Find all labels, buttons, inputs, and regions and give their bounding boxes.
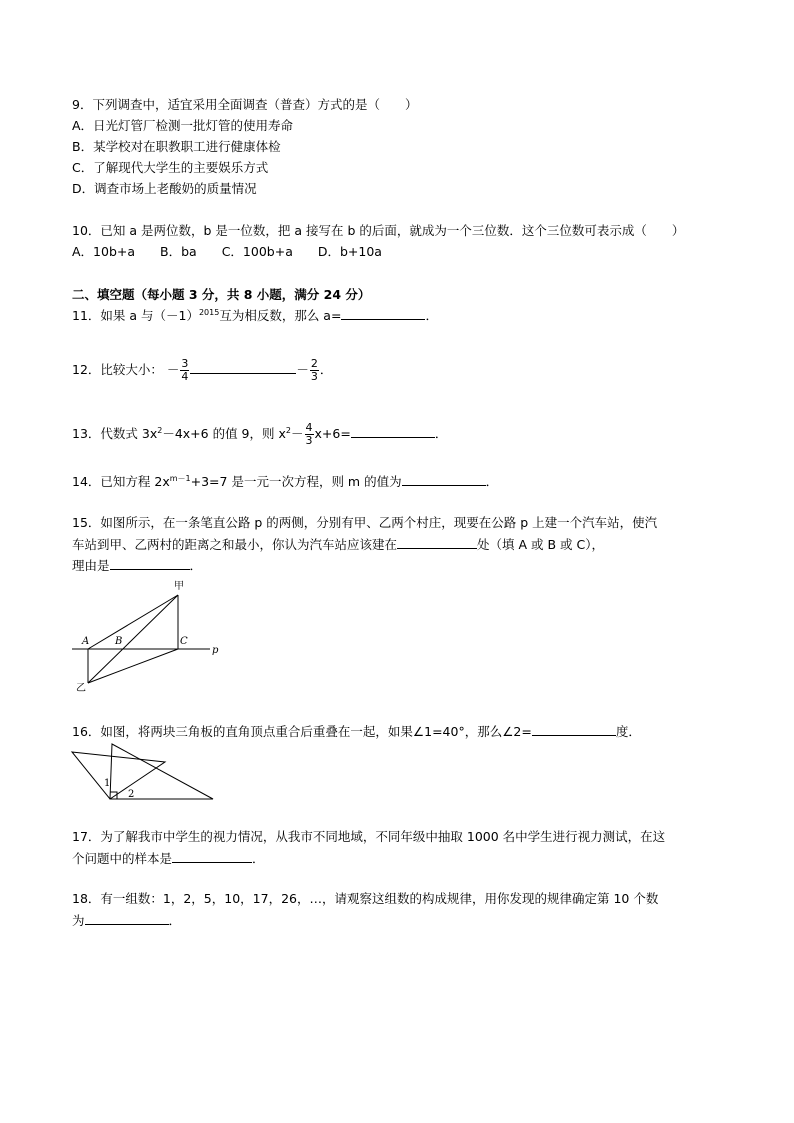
q12-frac2-sign: － [296,362,309,377]
triangle-set-square-2 [110,744,213,799]
q18-line2-end: ． [168,913,182,928]
label-jia: 甲 [174,581,184,592]
label-c: C [180,636,188,647]
label-b: B [115,636,123,647]
label-p: p [212,645,219,656]
q13-frac-num: 4 [305,421,313,434]
label-yi: 乙 [76,683,86,694]
q16-pre: 16．如图，将两块三角板的直角顶点重合后重叠在一起，如果∠1=40°，那么∠2= [72,724,532,739]
q15-line3-end: ． [189,558,203,573]
q15-figure [68,577,228,695]
q11-pre: 11．如果 a 与（－1） [72,308,199,323]
q15-line1: 15．如图所示，在一条笔直公路 p 的两侧，分别有甲、乙两个村庄，现要在公路 p 上建一个汽车站，使汽 [72,515,658,530]
q9-option-c: C．了解现代大学生的主要娱乐方式 [72,160,269,175]
segment-yi-c [88,649,178,683]
q16-answer-blank[interactable] [532,723,616,736]
q15-line3-pre: 理由是 [72,558,110,573]
q15-line2 [72,536,604,553]
segment-a-jia [88,595,178,649]
q17-line2-end: ． [252,851,265,866]
q13-mid1: －4x+6 的值 9，则 x [162,426,286,441]
angle-1-label: 1 [104,778,111,789]
triangle-set-square-1 [72,752,165,799]
q11-answer-blank[interactable] [341,307,425,320]
q14-mid: +3=7 是一元一次方程，则 m 的值为 [190,474,402,489]
q11-end: ． [425,308,438,323]
section-heading: 二、填空题（每小题 3 分，共 8 小题，满分 24 分） [72,287,371,302]
segment-yi-jia [88,595,178,683]
angle-2-label: 2 [128,789,135,800]
q14 [72,473,498,490]
q12-frac1-sign: － [166,362,180,377]
q12-answer-blank[interactable] [190,361,296,374]
q12-pre: 12．比较大小： [72,362,163,377]
q13-mid3: x+6= [314,426,351,441]
q11 [72,307,438,324]
q11-exponent: 2015 [198,307,220,317]
q15-reason-blank[interactable] [110,557,190,570]
q12-end: ． [319,362,333,377]
q12-fraction-2 [310,358,319,383]
q9-option-d: D．调查市场上老酸奶的质量情况 [72,181,257,196]
q14-answer-blank[interactable] [402,473,486,486]
q15-line3 [72,557,202,574]
q16-post: 度． [615,724,641,739]
q9-option-b: B．某学校对在职教职工进行健康体检 [72,139,281,154]
q12-frac1-num: 3 [181,357,189,370]
q13-fraction [305,422,314,447]
q9-stem: 9．下列调查中，适宜采用全面调查（普查）方式的是（ ） [72,97,418,112]
q17-answer-blank[interactable] [172,850,252,863]
q13-answer-blank[interactable] [351,425,435,438]
q11-mid: 互为相反数，那么 a= [219,308,342,323]
q15-location-blank[interactable] [397,536,477,549]
q16-figure [68,740,218,804]
q13-pre: 13．代数式 3x [72,426,158,441]
q16 [72,723,641,740]
q13-sup1: 2 [157,425,163,435]
q12-frac2-den: 3 [310,370,318,383]
label-a: A [82,636,90,647]
q18-line2-pre: 为 [72,913,85,928]
q18-answer-blank[interactable] [85,912,169,925]
q17-line2 [72,850,265,867]
q15-line2-pre: 车站到甲、乙两村的距离之和最小，你认为汽车站应该建在 [72,537,398,552]
q18-line2 [72,912,181,929]
q12-frac2-num: 2 [310,357,318,370]
q17-line1: 17．为了解我市中学生的视力情况，从我市不同地域，不同年级中抽取 1000 名中学生进行视力测试，在这 [72,829,666,844]
q14-end: ． [485,474,499,489]
q12-frac1-den: 4 [181,370,189,383]
q13 [72,422,447,447]
q12-fraction-1 [180,358,189,383]
q15-line2-post: 处（填 A 或 B 或 C）， [477,537,604,552]
q14-pre: 14．已知方程 2x [72,474,170,489]
q13-frac-den: 3 [305,434,313,447]
q18-line1: 18．有一组数：1，2，5，10，17，26，…，请观察这组数的构成规律，用你发现的规律确定第 10 个数 [72,891,659,906]
q12 [72,358,332,383]
q13-end: ． [434,426,448,441]
q10-options: A．10b+a B．ba C．100b+a D．b+10a [72,244,382,259]
q13-mid2: － [290,426,304,441]
q14-exponent: m－1 [169,473,191,483]
q10-stem: 10．已知 a 是两位数，b 是一位数，把 a 接写在 b 的后面，就成为一个三位数．这个三位数可表示成（ ） [72,223,685,238]
q17-line2-pre: 个问题中的样本是 [72,851,173,866]
q9-option-a: A．日光灯管厂检测一批灯管的使用寿命 [72,118,294,133]
q13-sup2: 2 [285,425,291,435]
